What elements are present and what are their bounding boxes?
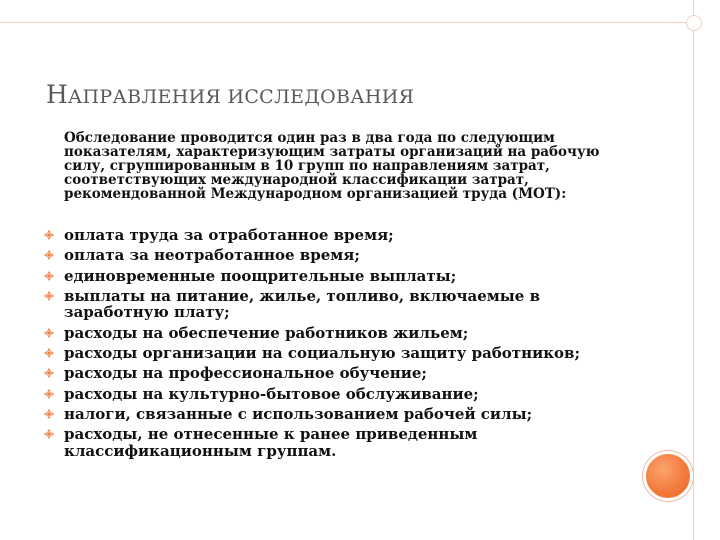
list-item-text: расходы на культурно-бытовое обслуживание;	[64, 384, 479, 403]
flower-bullet-icon	[44, 291, 54, 301]
list-item-text: выплаты на питание, жилье, топливо, включаемые в заработную плату;	[64, 286, 540, 322]
list-item-text: расходы на профессиональное обучение;	[64, 364, 427, 383]
intro-paragraph: Обследование проводится один раз в два года по следующим показателям, характеризующим затраты организаций на рабочую силу, сгруппированным в 10 групп по направлениям затрат, соответствующих международной классификации затрат, рекомендованной Международном организацией труда (МОТ):	[64, 130, 600, 202]
list-item	[0, 325, 640, 342]
frame-corner-circle	[686, 15, 702, 31]
bullet-list	[0, 227, 640, 463]
list-item-text: расходы на обеспечение работников жильем;	[64, 323, 469, 342]
list-item	[0, 386, 640, 403]
list-item	[0, 288, 640, 321]
flower-bullet-icon	[44, 250, 54, 260]
flower-bullet-icon	[44, 368, 54, 378]
list-item	[0, 268, 640, 285]
list-item-text: расходы организации на социальную защиту работников;	[64, 343, 581, 362]
orange-circle-decoration	[643, 451, 693, 501]
list-item	[0, 426, 640, 459]
frame-top-line	[0, 22, 693, 23]
list-item-text: расходы, не отнесенные к ранее приведенным классификационным группам.	[64, 425, 478, 460]
list-item	[0, 365, 640, 382]
flower-bullet-icon	[44, 409, 54, 419]
flower-bullet-icon	[44, 230, 54, 240]
flower-bullet-icon	[44, 429, 54, 439]
flower-bullet-icon	[44, 389, 54, 399]
title-rest: АПРАВЛЕНИЯ ИССЛЕДОВАНИЯ	[67, 86, 415, 108]
list-item	[0, 406, 640, 423]
flower-bullet-icon	[44, 348, 54, 358]
list-item	[0, 345, 640, 362]
list-item-text: оплата труда за отработанное время;	[64, 226, 394, 244]
list-item-text: оплата за неотработанное время;	[64, 246, 360, 265]
list-item	[0, 247, 640, 264]
list-item	[0, 227, 640, 244]
title-first-letter: Н	[46, 80, 68, 109]
slide-title	[46, 76, 414, 108]
frame-right-line	[693, 0, 694, 540]
flower-bullet-icon	[44, 271, 54, 281]
list-item-text: единовременные поощрительные выплаты;	[64, 266, 457, 285]
flower-bullet-icon	[44, 328, 54, 338]
list-item-text: налоги, связанные с использованием рабочей силы;	[64, 404, 533, 423]
